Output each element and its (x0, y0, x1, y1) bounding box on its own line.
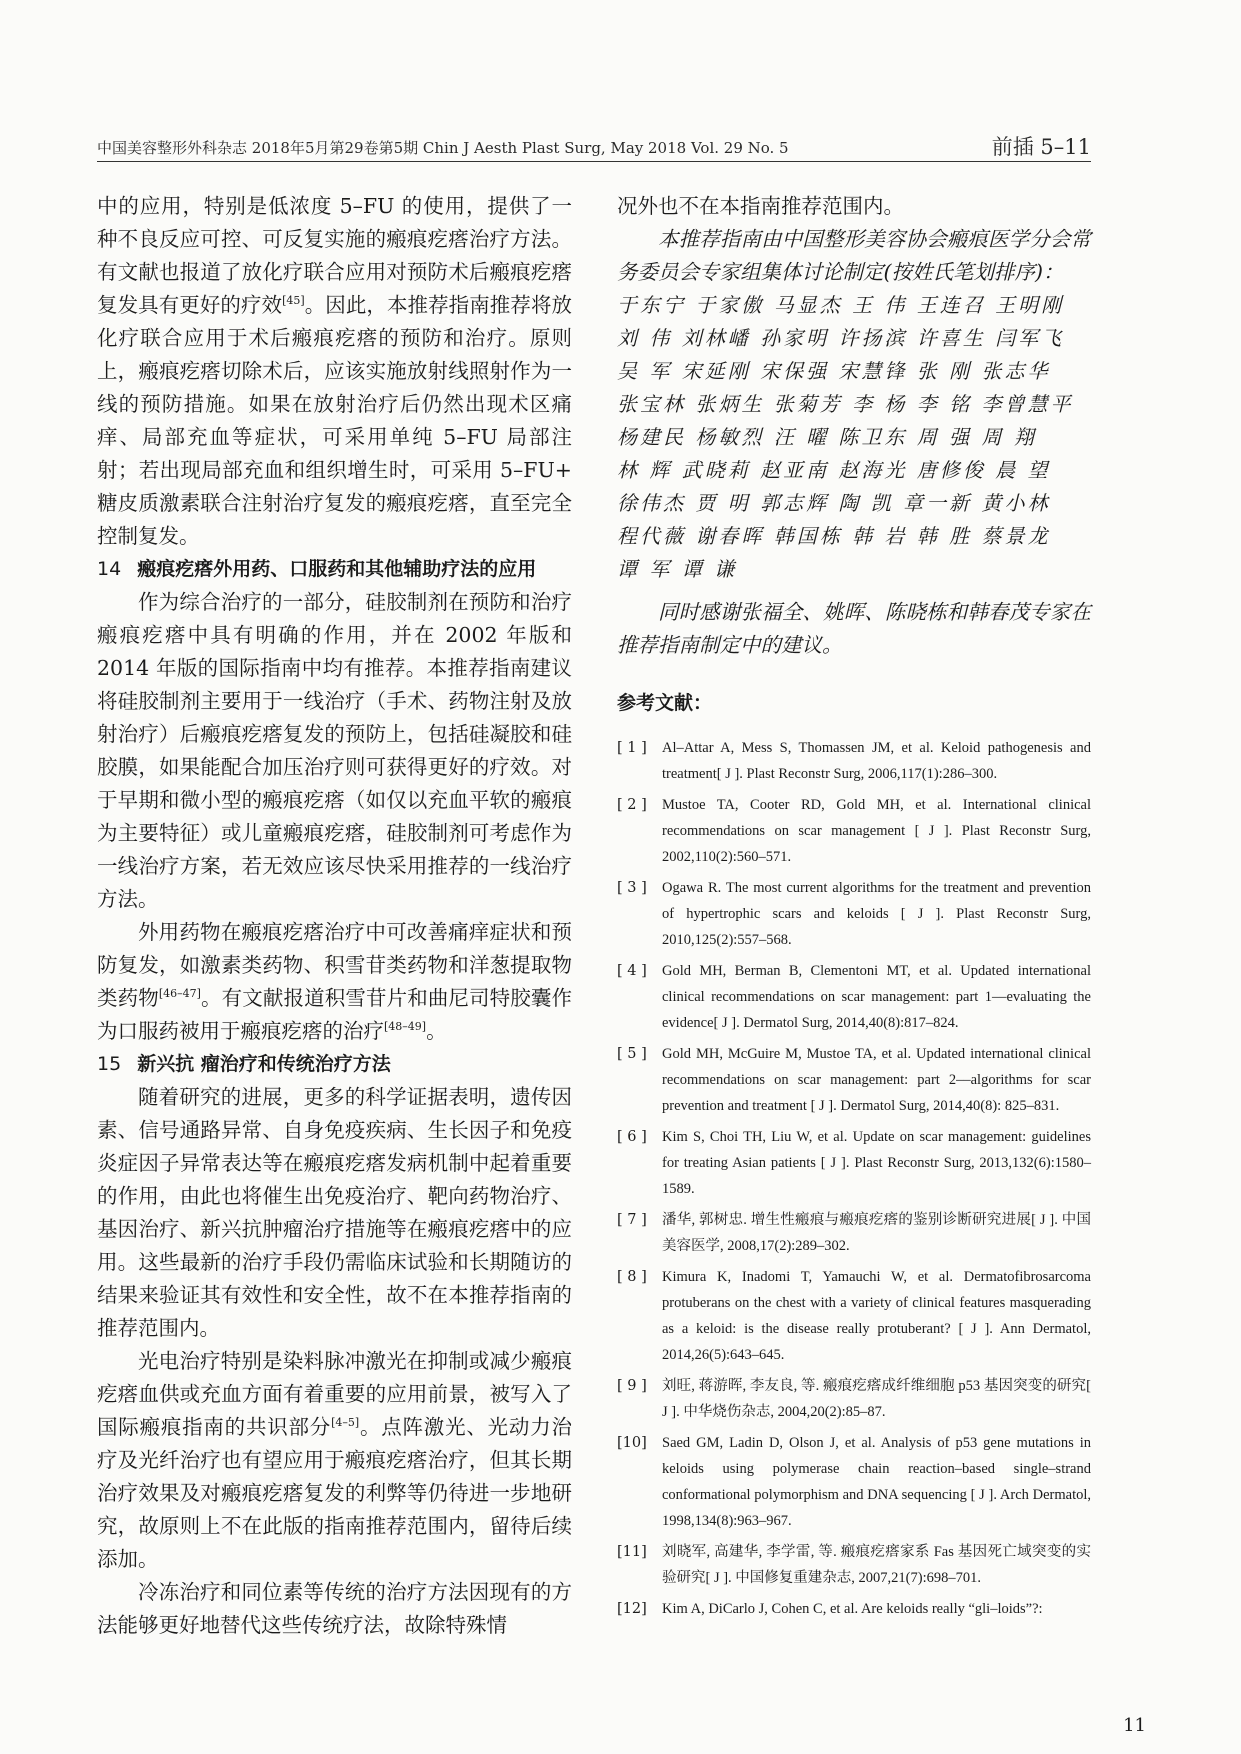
reference-item (617, 1207, 1091, 1259)
reference-item (617, 1373, 1091, 1425)
reference-number: [ 8 ] (617, 1269, 647, 1285)
reference-number: [12] (617, 1601, 647, 1617)
reference-number: [ 4 ] (617, 963, 647, 979)
citation: [46–47] (158, 987, 201, 1001)
reference-item (617, 1041, 1091, 1119)
citation: [4–5] (331, 1416, 360, 1430)
reference-text: Gold MH, Berman B, Clementoni MT, et al. Updated international clinical recommendations on scar management: part 1––evaluating the evidence[ J ]. Dermatol Surg, 2014,40(8):817–824. (662, 963, 1091, 1031)
reference-number: [ 1 ] (617, 740, 647, 756)
reference-text: Mustoe TA, Cooter RD, Gold MH, et al. International clinical recommendations on scar management [ J ]. Plast Reconstr Surg, 2002,110(2):560–571. (662, 797, 1091, 865)
paragraph: 外用药物在瘢痕疙瘩治疗中可改善痛痒症状和预防复发，如激素类药物、积雪苷类药物和洋葱提取物类药物[46–47]。有文献报道积雪苷片和曲尼司特胶囊作为口服药被用于瘢痕疙瘩的治疗[48–49]。 (97, 920, 573, 1043)
right-column (617, 190, 1091, 1627)
reference-item (617, 735, 1091, 787)
reference-item (617, 1264, 1091, 1368)
author-line: 刘 伟 刘林嶓 孙家明 许扬滨 许喜生 闫军飞 (617, 326, 1065, 350)
author-line: 徐伟杰 贾 明 郭志辉 陶 凯 章一新 黄小林 (617, 491, 1051, 515)
section-heading-15: 15 新兴抗 瘤治疗和传统治疗方法 (97, 1053, 391, 1075)
reference-text: 潘华, 郭树忠. 增生性瘢痕与瘢痕疙瘩的鉴别诊断研究进展[ J ]. 中国美容医学, 2008,17(2):289–302. (662, 1212, 1091, 1254)
reference-number: [10] (617, 1435, 647, 1451)
paragraph: 冷冻治疗和同位素等传统的治疗方法因现有的方法能够更好地替代这些传统疗法，故除特殊情 (97, 1580, 572, 1637)
reference-list (617, 735, 1091, 1622)
author-line: 于东宁 于家傲 马显杰 王 伟 王连召 王明刚 (617, 293, 1065, 317)
reference-item (617, 1430, 1091, 1534)
section-heading-14: 14 瘢痕疙瘩外用药、口服药和其他辅助疗法的应用 (97, 558, 537, 580)
reference-text: 刘晓军, 高建华, 李学雷, 等. 瘢痕疙瘩家系 Fas 基因死亡域突变的实验研究[ J ]. 中国修复重建杂志, 2007,21(7):698–701. (662, 1544, 1091, 1586)
reference-number: [11] (617, 1544, 647, 1560)
page-number: 11 (1123, 1715, 1146, 1736)
left-column (97, 190, 572, 1642)
reference-text: 刘旺, 蒋游晖, 李友良, 等. 瘢痕疙瘩成纤维细胞 p53 基因突变的研究[ J ]. 中华烧伤杂志, 2004,20(2):85–87. (662, 1378, 1091, 1420)
reference-number: [ 5 ] (617, 1046, 647, 1062)
author-line: 杨建民 杨敏烈 汪 曜 陈卫东 周 强 周 翔 (617, 425, 1037, 449)
reference-text: Kim A, DiCarlo J, Cohen C, et al. Are keloids really “gli–loids”?: (662, 1601, 1043, 1617)
reference-item (617, 1539, 1091, 1591)
reference-text: Al–Attar A, Mess S, Thomassen JM, et al. Keloid pathogenesis and treatment[ J ]. Plast Reconstr Surg, 2006,117(1):286–300. (662, 740, 1091, 782)
reference-text: Kim S, Choi TH, Liu W, et al. Update on scar management: guidelines for treating Asian patients [ J ]. Plast Reconstr Surg, 2013,132(6):1580–1589. (662, 1129, 1091, 1197)
citation: [45] (282, 294, 305, 308)
author-line: 林 辉 武晓莉 赵亚南 赵海光 唐修俊 晨 望 (617, 458, 1051, 482)
reference-text: Ogawa R. The most current algorithms for the treatment and prevention of hypertrophic scars and keloids [ J ]. Plast Reconstr Surg, 2010,125(2):557–568. (662, 880, 1091, 948)
section-page-label: 前插 5–11 (991, 135, 1091, 159)
reference-number: [ 6 ] (617, 1129, 647, 1145)
reference-number: [ 2 ] (617, 797, 647, 813)
reference-text: Gold MH, McGuire M, Mustoe TA, et al. Updated international clinical recommendations on scar management: part 2––algorithms for scar prevention and treatment [ J ]. Dermatol Surg, 2014,40(8): 825–831. (662, 1046, 1091, 1114)
references-heading: 参考文献： (617, 692, 713, 714)
author-list (617, 289, 1091, 586)
paragraph: 光电治疗特别是染料脉冲激光在抑制或减少瘢痕疙瘩血供或充血方面有着重要的应用前景，被写入了国际瘢痕指南的共识部分[4–5]。点阵激光、光动力治疗及光纤治疗也有望应用于瘢痕疙瘩治疗，但其长期治疗效果及对瘢痕疙瘩复发的利弊等仍待进一步地研究，故原则上不在此版的指南推荐范围内，留待后续添加。 (97, 1349, 572, 1571)
reference-item (617, 958, 1091, 1036)
author-line: 程代薇 谢春晖 韩国栋 韩 岩 韩 胜 蔡景龙 (617, 524, 1051, 548)
paragraph: 随着研究的进展，更多的科学证据表明，遗传因素、信号通路异常、自身免疫疾病、生长因子和免疫炎症因子异常表达等在瘢痕疙瘩发病机制中起着重要的作用，由此也将催生出免疫治疗、靶向药物治疗、基因治疗、新兴抗肿瘤治疗措施等在瘢痕疙瘩中的应用。这些最新的治疗手段仍需临床试验和长期随访的结果来验证其有效性和安全性，故不在本推荐指南的推荐范围内。 (97, 1085, 572, 1340)
paragraph: 作为综合治疗的一部分，硅胶制剂在预防和治疗瘢痕疙瘩中具有明确的作用，并在 2002 年版和 2014 年版的国际指南中均有推荐。本推荐指南建议将硅胶制剂主要用于一线治疗（手术、药物注射及放射治疗）后瘢痕疙瘩复发的预防上，包括硅凝胶和硅胶膜，如果能配合加压治疗则可获得更好的疗效。对于早期和微小型的瘢痕疙瘩（如仅以充血平软的瘢痕为主要特征）或儿童瘢痕疙瘩，硅胶制剂可考虑作为一线治疗方案，若无效应该尽快采用推荐的一线治疗方法。 (97, 590, 572, 911)
author-line: 张宝林 张炳生 张菊芳 李 杨 李 铭 李曾慧平 (617, 392, 1074, 416)
reference-number: [ 3 ] (617, 880, 647, 896)
author-line: 谭 军 谭 谦 (617, 557, 738, 581)
reference-item (617, 875, 1091, 953)
reference-number: [ 9 ] (617, 1378, 647, 1394)
reference-item (617, 1596, 1091, 1622)
committee-statement: 本推荐指南由中国整形美容协会瘢痕医学分会常务委员会专家组集体讨论制定(按姓氏笔划排序)： (617, 227, 1091, 284)
reference-text: Kimura K, Inadomi T, Yamauchi W, et al. Dermatofibrosarcoma protuberans on the chest with a variety of clinical features masquerading as a keloid: is the disease really protuberant? [ J ]. Ann Dermatol, 2014,26(5):643–645. (662, 1269, 1091, 1363)
author-line: 吴 军 宋延刚 宋保强 宋慧锋 张 刚 张志华 (617, 359, 1051, 383)
acknowledgement: 同时感谢张福全、姚晖、陈晓栋和韩春茂专家在推荐指南制定中的建议。 (617, 600, 1091, 657)
citation: [48–49] (384, 1020, 427, 1034)
reference-item (617, 1124, 1091, 1202)
reference-number: [ 7 ] (617, 1212, 647, 1228)
journal-citation: 中国美容整形外科杂志 2018年5月第29卷第5期 Chin J Aesth Plast Surg, May 2018 Vol. 29 No. 5 (97, 139, 789, 157)
paragraph: 况外也不在本指南推荐范围内。 (617, 194, 904, 218)
header-rule (97, 161, 1091, 162)
reference-item (617, 792, 1091, 870)
paragraph: 中的应用，特别是低浓度 5–FU 的使用，提供了一种不良反应可控、可反复实施的瘢痕疙瘩治疗方法。有文献也报道了放化疗联合应用对预防术后瘢痕疙瘩复发具有更好的疗效[45]。因此，本推荐指南推荐将放化疗联合应用于术后瘢痕疙瘩的预防和治疗。原则上，瘢痕疙瘩切除术后，应该实施放射线照射作为一线的预防措施。如果在放射治疗后仍然出现术区痛痒、局部充血等症状，可采用单纯 5–FU 局部注射；若出现局部充血和组织增生时，可采用 5–FU+ 糖皮质激素联合注射治疗复发的瘢痕疙瘩，直至完全控制复发。 (97, 194, 573, 548)
reference-text: Saed GM, Ladin D, Olson J, et al. Analysis of p53 gene mutations in keloids using polymerase chain reaction–based single–strand conformational polymorphism and DNA sequencing [ J ]. Arch Dermatol, 1998,134(8):963–967. (662, 1435, 1091, 1529)
